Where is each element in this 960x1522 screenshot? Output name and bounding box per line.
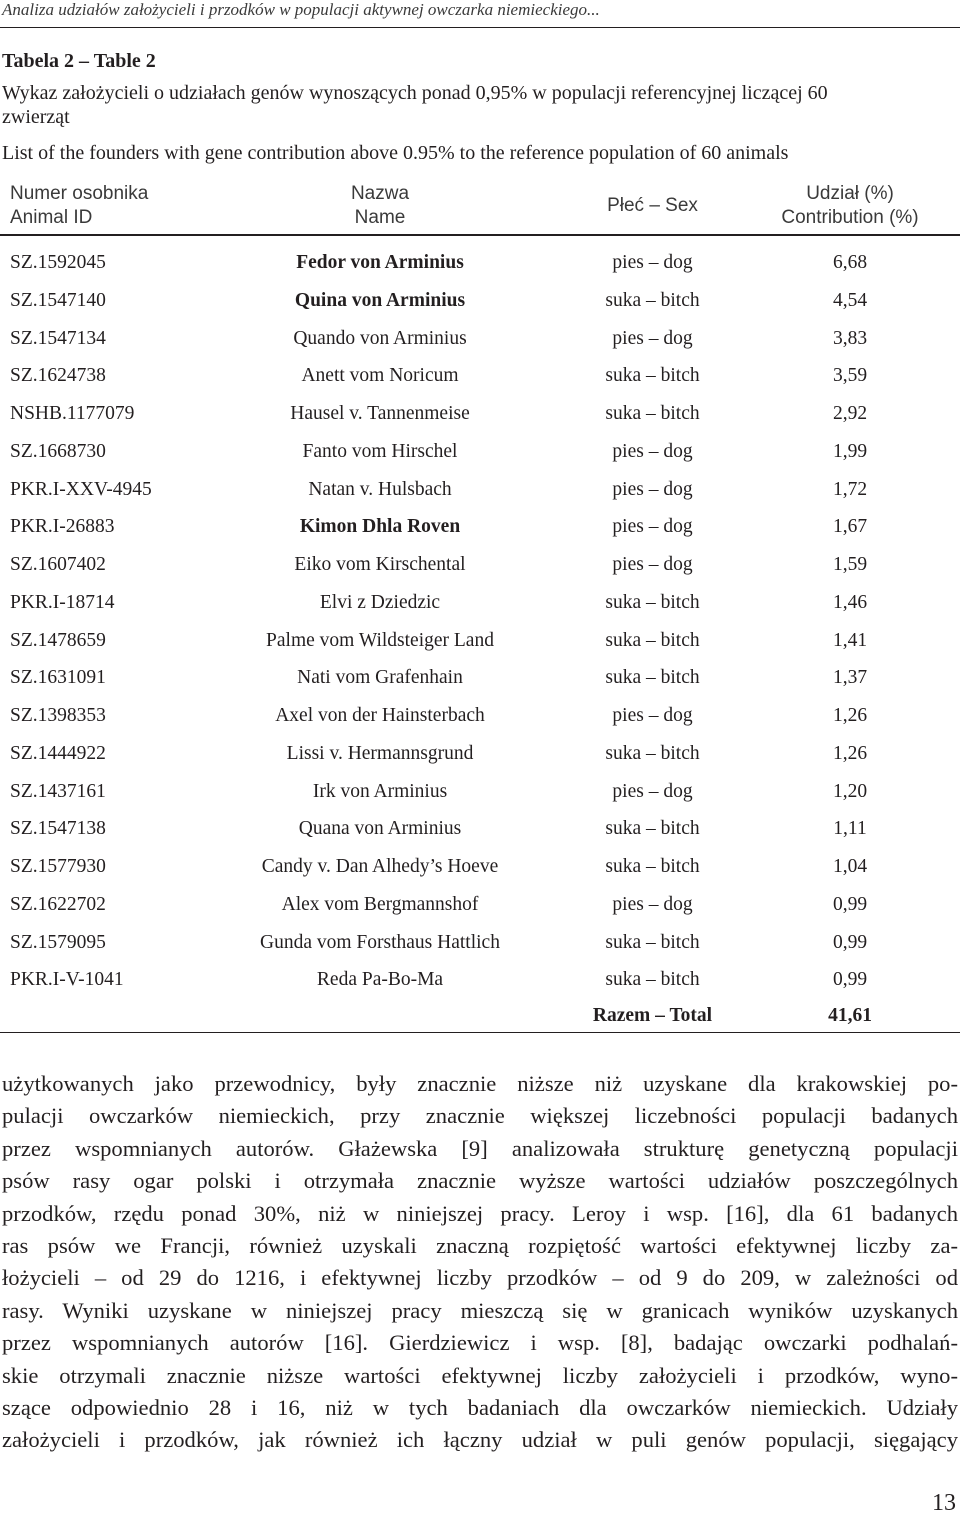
cell-contribution: 1,59 xyxy=(832,554,868,575)
body-line: skie otrzymali znacznie niższe wartości efektywnej liczby założycieli i przodków, wyno- xyxy=(2,1362,958,1388)
cell-name: Palme vom Wildsteiger Land xyxy=(266,629,494,651)
cell-sex: suka – bitch xyxy=(605,969,700,991)
cell-contribution: 0,99 xyxy=(832,969,868,991)
cell-animal-id: SZ.1398353 xyxy=(10,705,106,726)
total-label: Razem – Total xyxy=(592,1005,713,1026)
table-body xyxy=(0,246,960,1001)
table-row xyxy=(0,284,960,322)
cell-animal-id: SZ.1607402 xyxy=(10,554,106,575)
cell-animal-id: SZ.1579095 xyxy=(10,931,106,953)
cell-name: Lissi v. Hermannsgrund xyxy=(286,742,474,764)
cell-name: Quana von Arminius xyxy=(298,818,462,840)
table-row xyxy=(0,397,960,435)
body-line: pulacji owczarków niemieckich, przy znacznie większej liczebności populacji badanych xyxy=(2,1103,958,1129)
header-name xyxy=(230,182,530,230)
cell-animal-id: SZ.1624738 xyxy=(10,365,106,387)
body-line: ras psów we Francji, również uzyskali znaczną rozpiętość wartości efektywnej liczby za- xyxy=(2,1232,958,1258)
table-row xyxy=(0,246,960,284)
cell-contribution: 3,83 xyxy=(832,327,868,349)
cell-contribution: 6,68 xyxy=(832,252,868,273)
cell-contribution: 1,37 xyxy=(832,667,868,689)
cell-sex: pies – dog xyxy=(612,252,693,273)
cell-animal-id: SZ.1547138 xyxy=(10,818,106,840)
cell-animal-id: PKR.I-26883 xyxy=(10,516,115,538)
header-name-en: Name xyxy=(354,207,406,228)
body-line: użytkowanych jako przewodnicy, były znacznie niższe niż uzyskane dla krakowskiej po- xyxy=(2,1071,958,1096)
table-row xyxy=(0,661,960,699)
cell-name: Kimon Dhla Roven xyxy=(299,516,461,538)
table-row xyxy=(0,699,960,737)
cell-contribution: 1,41 xyxy=(832,629,868,651)
body-line: przez wspomnianych autorów [16]. Gierdziewicz i wsp. [8], badając owczarki podhalań- xyxy=(2,1330,958,1356)
cell-name: Fedor von Arminius xyxy=(296,252,464,273)
cell-animal-id: NSHB.1177079 xyxy=(10,403,135,424)
cell-contribution: 1,46 xyxy=(832,591,868,613)
cell-name: Hausel v. Tannenmeise xyxy=(290,403,470,424)
header-animal-id xyxy=(10,182,148,230)
cell-animal-id: SZ.1437161 xyxy=(10,780,106,802)
cell-name: Gunda vom Forsthaus Hattlich xyxy=(260,931,500,953)
table-caption-polish: Wykaz założycieli o udziałach genów wynoszących ponad 0,95% w populacji referencyjnej liczącej 60 xyxy=(2,82,828,104)
cell-contribution: 1,26 xyxy=(832,705,868,726)
cell-animal-id: PKR.I-XXV-4945 xyxy=(10,478,152,500)
cell-sex: suka – bitch xyxy=(605,591,700,613)
table-header xyxy=(0,178,960,236)
cell-name: Irk von Arminius xyxy=(312,780,448,802)
cell-sex: pies – dog xyxy=(612,705,693,726)
table-row xyxy=(0,926,960,964)
table-row xyxy=(0,322,960,360)
cell-name: Eiko vom Kirschental xyxy=(294,554,466,575)
cell-contribution: 1,04 xyxy=(832,856,868,877)
cell-sex: suka – bitch xyxy=(605,667,700,689)
table-row xyxy=(0,510,960,548)
header-contribution xyxy=(765,182,935,230)
table-bottom-rule xyxy=(0,1032,960,1033)
body-line: założycieli i przodków, jak również ich łączny udział w puli genów populacji, sięgający xyxy=(2,1427,958,1453)
cell-contribution: 0,99 xyxy=(832,893,868,915)
body-line: rasy. Wyniki uzyskane w niniejszej pracy mieszczą się w granicach wyników uzyskanych xyxy=(2,1297,958,1323)
cell-contribution: 3,59 xyxy=(832,365,868,387)
running-header: Analiza udziałów założycieli i przodków w populacji aktywnej owczarka niemieckiego... xyxy=(2,0,600,19)
cell-animal-id: SZ.1592045 xyxy=(10,252,106,273)
cell-name: Anett vom Noricum xyxy=(301,365,459,387)
cell-contribution: 2,92 xyxy=(832,403,868,424)
table-row xyxy=(0,888,960,926)
cell-sex: pies – dog xyxy=(612,516,693,538)
header-rule xyxy=(0,27,960,28)
cell-name: Quando von Arminius xyxy=(293,327,467,349)
cell-sex: suka – bitch xyxy=(605,931,700,953)
page-number: 13 xyxy=(932,1490,956,1516)
body-line: łożycieli – od 29 do 1216, i efektywnej liczby przodków – od 9 do 209, w zależności od xyxy=(2,1265,958,1291)
header-contrib-pl: Udział (%) xyxy=(806,183,894,204)
cell-name: Natan v. Hulsbach xyxy=(308,478,452,500)
table-row xyxy=(0,435,960,473)
table-row xyxy=(0,624,960,662)
cell-name: Axel von der Hainsterbach xyxy=(275,705,485,726)
table-row xyxy=(0,473,960,511)
cell-animal-id: PKR.I-V-1041 xyxy=(10,969,124,991)
table-caption-english: List of the founders with gene contribution above 0.95% to the reference population of 60 animals xyxy=(2,142,789,164)
cell-animal-id: SZ.1547140 xyxy=(10,289,106,311)
cell-sex: suka – bitch xyxy=(605,289,700,311)
cell-animal-id: SZ.1478659 xyxy=(10,629,106,651)
cell-sex: pies – dog xyxy=(612,440,693,462)
cell-animal-id: SZ.1444922 xyxy=(10,742,106,764)
cell-contribution: 1,72 xyxy=(832,478,868,500)
cell-contribution: 1,11 xyxy=(833,818,867,840)
cell-contribution: 1,26 xyxy=(832,742,868,764)
cell-sex: suka – bitch xyxy=(605,365,700,387)
body-line: psów rasy ogar polski i otrzymała znacznie wyższe wartości udziałów poszczególnych xyxy=(2,1168,958,1194)
body-line: szące odpowiednio 28 i 16, niż w tych badaniach dla owczarków niemieckich. Udziały xyxy=(2,1394,958,1420)
cell-sex: pies – dog xyxy=(612,327,693,349)
cell-animal-id: PKR.I-18714 xyxy=(10,591,115,613)
cell-sex: suka – bitch xyxy=(605,818,700,840)
cell-animal-id: SZ.1668730 xyxy=(10,440,106,462)
cell-sex: pies – dog xyxy=(612,893,693,915)
cell-sex: suka – bitch xyxy=(605,403,700,424)
cell-animal-id: SZ.1631091 xyxy=(10,667,106,689)
cell-name: Fanto vom Hirschel xyxy=(302,440,458,462)
header-id-pl: Numer osobnika xyxy=(10,183,149,204)
table-row xyxy=(0,850,960,888)
header-name-pl: Nazwa xyxy=(350,183,410,204)
table-row xyxy=(0,963,960,1001)
cell-contribution: 1,20 xyxy=(832,780,868,802)
table-row xyxy=(0,775,960,813)
founders-table xyxy=(0,178,960,991)
cell-animal-id: SZ.1622702 xyxy=(10,893,106,915)
table-caption-polish-cont: zwierząt xyxy=(2,106,70,128)
cell-sex: pies – dog xyxy=(612,478,693,500)
cell-animal-id: SZ.1547134 xyxy=(10,327,106,349)
table-row xyxy=(0,737,960,775)
table-row xyxy=(0,586,960,624)
cell-sex: pies – dog xyxy=(612,554,693,575)
total-value: 41,61 xyxy=(828,1005,872,1026)
table-row xyxy=(0,548,960,586)
table-row xyxy=(0,359,960,397)
cell-contribution: 0,99 xyxy=(832,931,868,953)
cell-name: Elvi z Dziedzic xyxy=(319,591,441,613)
header-sex xyxy=(560,194,745,218)
cell-sex: pies – dog xyxy=(612,780,693,802)
cell-animal-id: SZ.1577930 xyxy=(10,856,106,877)
cell-contribution: 1,67 xyxy=(832,516,868,538)
cell-sex: suka – bitch xyxy=(605,742,700,764)
cell-name: Quina von Arminius xyxy=(294,289,466,311)
cell-name: Candy v. Dan Alhedy’s Hoeve xyxy=(261,856,499,877)
header-id-en: Animal ID xyxy=(10,207,93,228)
cell-sex: suka – bitch xyxy=(605,856,700,877)
body-paragraph xyxy=(2,1068,958,1457)
header-sex-label: Płeć – Sex xyxy=(607,195,698,216)
cell-contribution: 1,99 xyxy=(832,440,868,462)
cell-name: Alex vom Bergmannshof xyxy=(281,893,479,915)
cell-name: Reda Pa-Bo-Ma xyxy=(316,969,444,991)
cell-sex: suka – bitch xyxy=(605,629,700,651)
table-total-row xyxy=(0,997,960,1033)
cell-contribution: 4,54 xyxy=(832,289,868,311)
body-line: przodków, rzędu ponad 30%, niż w niniejszej pracy. Leroy i wsp. [16], dla 61 badanych xyxy=(2,1200,958,1226)
table-row xyxy=(0,812,960,850)
table-caption-title: Tabela 2 – Table 2 xyxy=(2,50,156,72)
body-line: przez wspomnianych autorów. Głażewska [9] analizowała strukturę genetyczną populacji xyxy=(2,1135,958,1161)
cell-name: Nati vom Grafenhain xyxy=(297,667,463,689)
header-contrib-en: Contribution (%) xyxy=(781,207,919,228)
